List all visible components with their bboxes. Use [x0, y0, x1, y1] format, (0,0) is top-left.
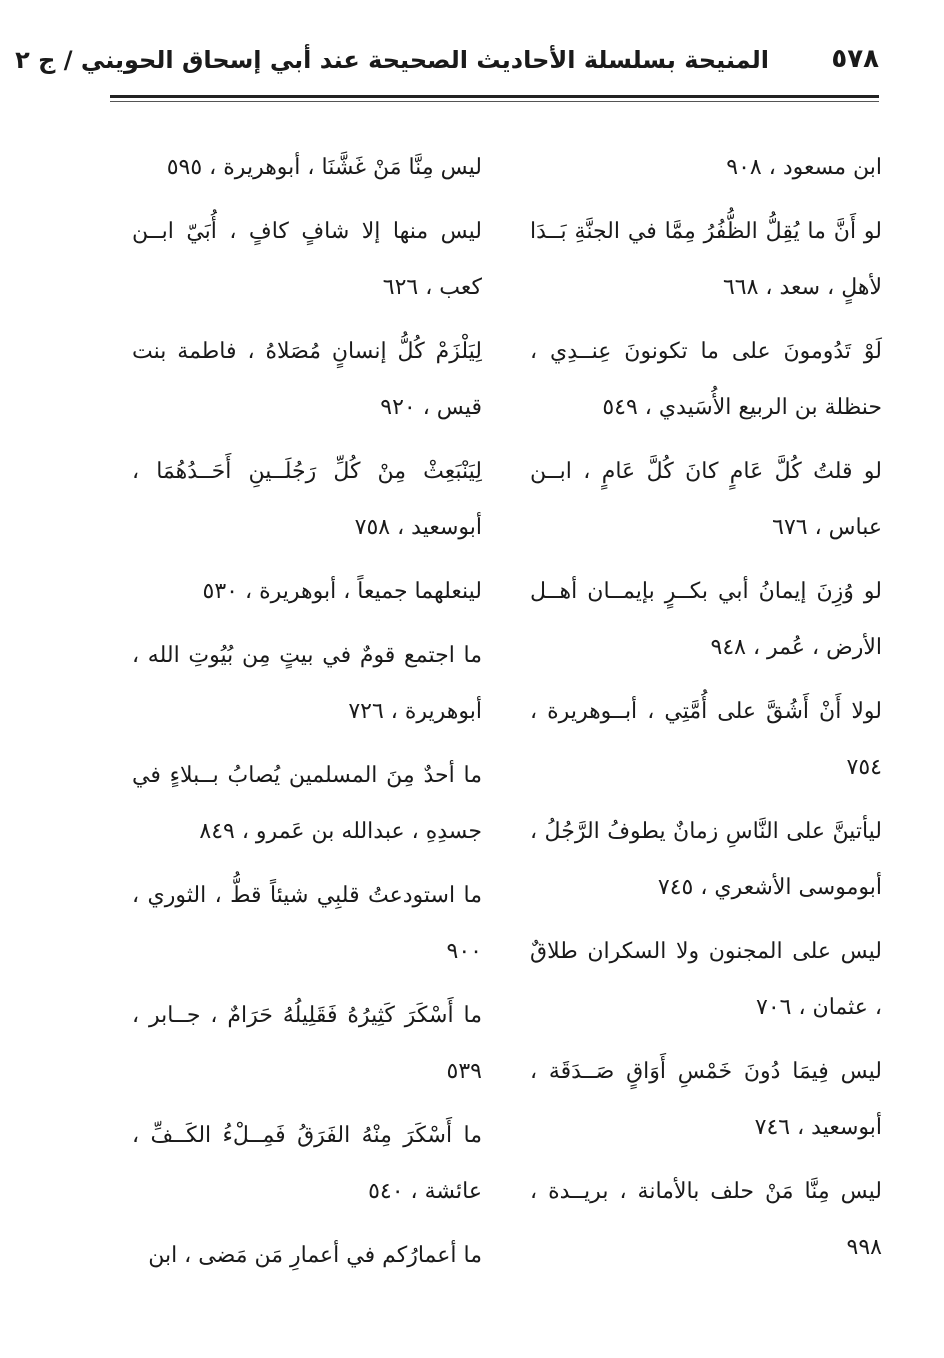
index-entry: ما أَسْكَرَ كَثِيرُهُ فَقَلِيلُهُ حَرَامٌ ، جــابر ، ٥٣٩ [132, 1003, 482, 1084]
header-rule-thin [110, 101, 879, 102]
index-entry: لِيَلْزَمْ كُلُّ إنسانٍ مُصَلاهُ ، فاطمة بنت قيس ، ٩٢٠ [132, 339, 482, 420]
index-column-left [132, 140, 482, 1292]
index-entry: لولا أَنْ أَشُقَّ على أُمَّتِي ، أبــوهريرة ، ٧٥٤ [530, 699, 882, 780]
page-header [15, 40, 879, 88]
index-entry: ما اجتمع قومٌ في بيتٍ مِن بُيُوتِ الله ، أبوهريرة ، ٧٢٦ [132, 643, 482, 724]
index-entry: لو قلتُ كُلَّ عَامٍ كانَ كُلَّ عَامٍ ، ابــن عباس ، ٦٧٦ [530, 459, 882, 540]
index-entry: لو وُزِنَ إيمانُ أبي بكــرٍ بإيمــان أهــل الأرض ، عُمر ، ٩٤٨ [530, 579, 882, 660]
index-entry: لينعلهما جميعاً ، أبوهريرة ، ٥٣٠ [202, 579, 482, 604]
index-entry: لِيَنْبَعِثْ مِنْ كُلِّ رَجُلَــينِ أَحَــدُهُمَا ، أبوسعيد ، ٧٥٨ [132, 459, 482, 540]
header-rule-thick [110, 95, 879, 98]
index-entry: ما استودعتُ قلبِي شيئاً قطُّ ، الثوري ، ٩٠٠ [132, 883, 482, 964]
index-column-right [530, 140, 882, 1284]
page-number: ٥٧٨ [831, 44, 879, 74]
index-entry: ما أحدٌ مِنَ المسلمين يُصابُ بــبلاءٍ في جسدِهِ ، عبدالله بن عَمرو ، ٨٤٩ [132, 763, 482, 844]
index-entry: ما أَسْكَرَ مِنْهُ الفَرَقُ فَمِــلْءُ الكَــفِّ ، عائشة ، ٥٤٠ [132, 1123, 482, 1204]
index-entry: ليس على المجنون ولا السكران طلاقٌ ، عثمان ، ٧٠٦ [530, 939, 882, 1020]
index-entry: لو أَنَّ ما يُقِلُّ الظُّفُرُ مِمَّا في الجنَّةِ بَــدَا لأهلٍ ، سعد ، ٦٦٨ [530, 219, 882, 300]
index-entry: ليأتينَّ على النَّاسِ زمانٌ يطوفُ الرَّجُلُ ، أبوموسى الأشعري ، ٧٤٥ [530, 819, 882, 900]
running-title: المنيحة بسلسلة الأحاديث الصحيحة عند أبي إسحاق الحويني / ج ٢ [15, 46, 769, 74]
index-entry: ما أعمارُكم في أعمارِ مَن مَضى ، ابن [148, 1243, 482, 1268]
index-entry: ليس فِيمَا دُونَ خَمْسِ أَوَاقٍ صَــدَقَة ، أبوسعيد ، ٧٤٦ [530, 1059, 882, 1140]
index-entry: ليس مِنَّا مَنْ غَشَّنَا ، أبوهريرة ، ٥٩٥ [166, 155, 482, 180]
index-entry: ليس منها إلا شافٍ كافٍ ، أُبَيّ ابــن كعب ، ٦٢٦ [132, 219, 482, 300]
index-entry: ليس مِنَّا مَنْ حلف بالأمانة ، بريــدة ، ٩٩٨ [530, 1179, 882, 1260]
index-entry: ابن مسعود ، ٩٠٨ [726, 155, 882, 180]
index-entry: لَوْ تَدُومونَ على ما تكونونَ عِنــدِي ، حنظلة بن الربيع الأُسَيدي ، ٥٤٩ [530, 339, 882, 420]
